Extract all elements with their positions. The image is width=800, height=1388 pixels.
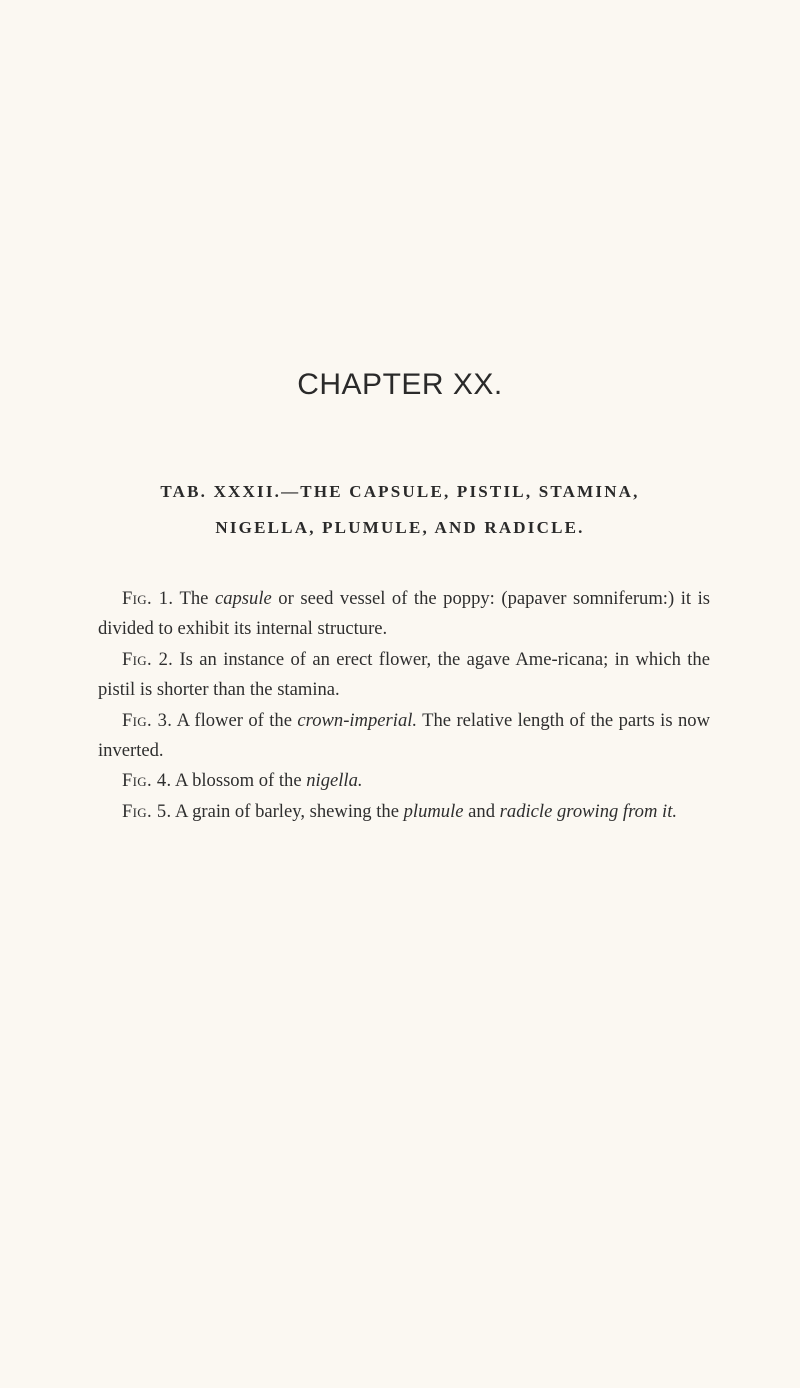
figure-2-label: Fig. 2. [122,648,174,670]
figure-3-text: A flower of the [172,709,298,731]
plate-heading-line-2: NIGELLA, PLUMULE, AND RADICLE. [215,518,585,537]
figure-1-term-capsule: capsule [214,588,272,609]
figure-2-text: Is an instance of an erect flower, the agave Ame-ricana; in which the pistil is shorter than the stamina. [98,648,710,701]
figure-5-text: A grain of barley, shewing the [171,800,404,822]
figure-3-text-continued: The relative length of the parts is now inverted. [98,709,710,762]
figure-4-description [98,766,710,796]
figure-1-text: The [173,588,215,609]
figure-1-label: Fig. 1. [122,588,174,609]
figure-5-description [98,797,710,827]
figure-4-text: A blossom of the [171,770,307,792]
figure-4-term-nigella: nigella. [306,770,363,792]
figure-4-label: Fig. 4. [122,770,172,792]
figure-3-term-crown-imperial: crown-imperial. [297,709,418,731]
figure-5-term-plumule: plumule [403,800,464,822]
figure-3-description [98,706,710,767]
figure-5-label: Fig. 5. [122,800,172,822]
plate-heading [100,474,700,546]
plate-heading-line-1: TAB. XXXII.—THE CAPSULE, PISTIL, STAMINA, [160,482,640,501]
figure-1-text-continued: or seed vessel of the poppy: (papaver somniferum:) it is divided to exhibit its internal structure. [98,588,710,640]
chapter-title: CHAPTER XX. [297,368,503,401]
figure-2-description [98,645,710,706]
figure-descriptions [98,584,710,827]
figure-5-text-and: and [463,800,500,822]
figure-5-term-radicle: radicle growing from it. [499,800,678,822]
figure-3-label: Fig. 3. [122,709,173,731]
figure-1-description [98,584,710,645]
